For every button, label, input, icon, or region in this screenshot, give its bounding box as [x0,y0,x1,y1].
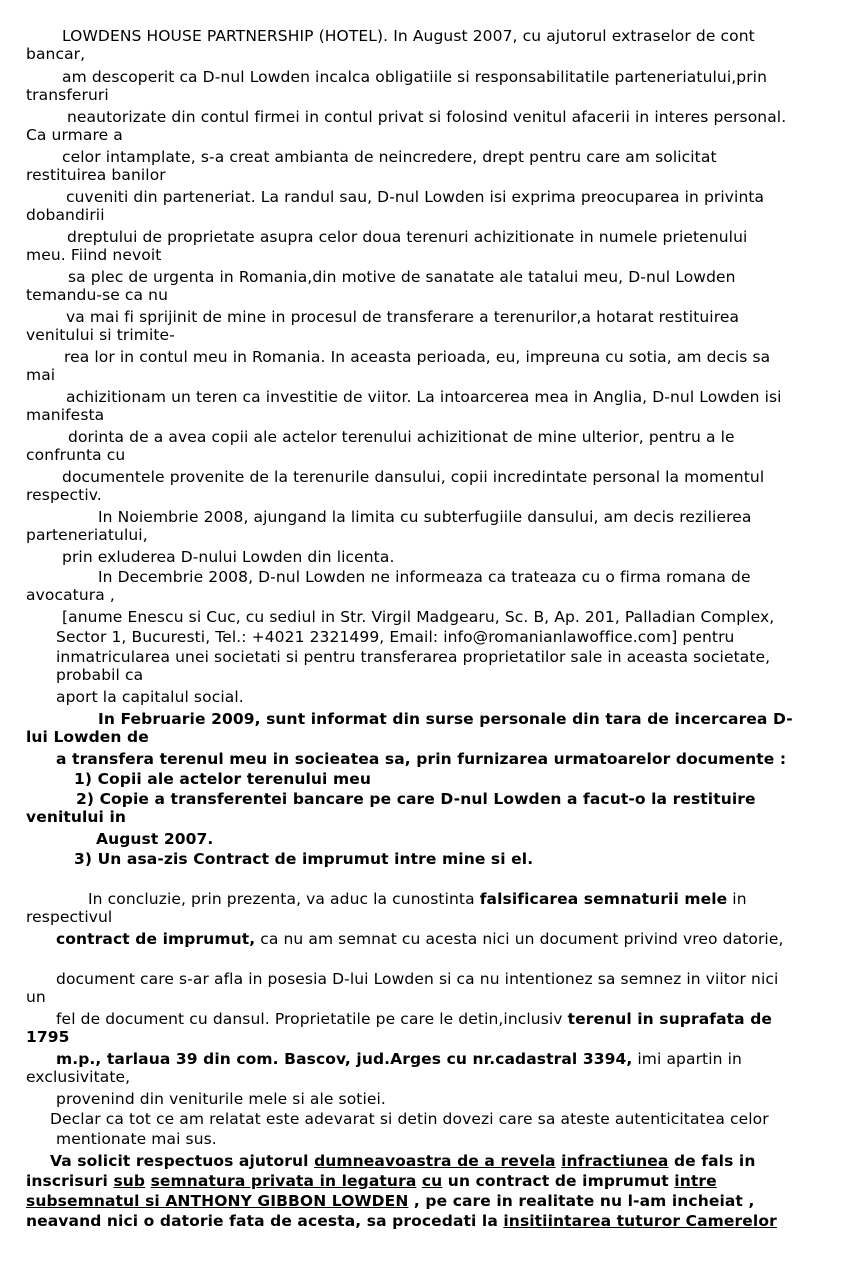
text-line [50,1152,755,1170]
text-line: documentele provenite de la terenurile dansului, copii incredintate personal la momentul [62,468,765,486]
text-run: in [727,890,747,908]
text-line: mentionate mai sus. [56,1130,217,1148]
text-line: dobandirii [26,206,105,224]
text-line: provenind din veniturile mele si ale sotiei. [56,1090,386,1108]
text-line: exclusivitate, [26,1068,131,1086]
emphasis-text: falsificarea semnaturii mele [479,890,728,908]
text-line [26,1172,717,1190]
text-line: dreptului de proprietate asupra celor doua terenuri achizitionate in numele prietenului [67,228,748,246]
text-line: August 2007. [96,830,214,848]
text-line [56,930,784,948]
text-run: fel de document cu dansul. Proprietatile pe care le detin,inclusiv [56,1010,568,1028]
text-run: , pe care in realitate nu l-am incheiat , [408,1192,755,1210]
text-line [88,890,747,908]
text-line: LOWDENS HOUSE PARTNERSHIP (HOTEL). In August 2007, cu ajutorul extraselor de cont [62,27,755,45]
text-line: achizitionam un teren ca investitie de viitor. La intoarcerea mea in Anglia, D-nul Lowden isi [66,388,782,406]
text-line: Declar ca tot ce am relatat este adevarat si detin dovezi care sa ateste autenticitatea celor [50,1110,769,1128]
underlined-text: cu [421,1172,443,1190]
text-line: neautorizate din contul firmei in contul privat si folosind venitul afacerii in interes personal. [67,108,787,126]
text-line: 1795 [26,1028,70,1046]
text-line: sa plec de urgenta in Romania,din motive de sanatate ale tatalui meu, D-nul Lowden [68,268,736,286]
text-line [56,1010,772,1028]
text-line: respectivul [26,908,113,926]
text-line: confrunta cu [26,446,126,464]
text-line: meu. Fiind nevoit [26,246,162,264]
text-line: celor intamplate, s-a creat ambianta de neincredere, drept pentru care am solicitat [62,148,717,166]
text-line: In Decembrie 2008, D-nul Lowden ne informeaza ca trateaza cu o firma romana de [98,568,751,586]
text-line: temandu-se ca nu [26,286,169,304]
underlined-text: infractiunea [561,1152,669,1170]
list-item: 1) Copii ale actelor terenului meu [74,770,371,788]
text-line: un [26,988,46,1006]
text-line: In Noiembrie 2008, ajungand la limita cu subterfugiile dansului, am decis rezilierea [98,508,752,526]
text-line: lui Lowden de [26,728,149,746]
text-line: am descoperit ca D-nul Lowden incalca obligatiile si responsabilitatile parteneriatului,prin [62,68,768,86]
text-line: Ca urmare a [26,126,123,144]
underlined-text: semnatura privata in legatura [150,1172,417,1190]
list-item: 2) Copie a transferentei bancare pe care D-nul Lowden a facut-o la restituire [76,790,756,808]
text-line [56,1050,742,1068]
text-line: Sector 1, Bucuresti, Tel.: +4021 2321499, Email: info@romanianlawoffice.com] pentru [56,628,735,646]
underlined-text: intre [674,1172,717,1190]
text-line: va mai fi sprijinit de mine in procesul de transferare a terenurilor,a hotarat restituirea [66,308,740,326]
text-line: manifesta [26,406,105,424]
text-run: un contract de imprumut [442,1172,675,1190]
text-line: document care s-ar afla in posesia D-lui Lowden si ca nu intentionez sa semnez in viitor nici [56,970,779,988]
text-line: a transfera terenul meu in socieatea sa, prin furnizarea urmatoarelor documente : [56,750,787,768]
text-line: dorinta de a avea copii ale actelor terenului achizitionat de mine ulterior, pentru a le [68,428,735,446]
text-line: probabil ca [56,666,144,684]
underlined-text: sub [113,1172,146,1190]
text-line: cuveniti din parteneriat. La randul sau, D-nul Lowden isi exprima preocuparea in privinta [66,188,765,206]
emphasis-text: terenul in suprafata de [567,1010,773,1028]
text-line: mai [26,366,56,384]
text-line: restituirea banilor [26,166,166,184]
text-line [26,1212,777,1230]
text-line: transferuri [26,86,109,104]
text-line: prin exluderea D-nului Lowden din licenta. [62,548,395,566]
text-line: venitului si trimite- [26,326,175,344]
text-run: In concluzie, prin prezenta, va aduc la cunostinta [88,890,480,908]
underlined-text: dumneavoastra de a revela [314,1152,556,1170]
text-run: imi apartin in [632,1050,742,1068]
text-run: Va solicit respectuos ajutorul [50,1152,315,1170]
text-line: bancar, [26,45,86,63]
text-line [26,1192,754,1210]
text-line: respectiv. [26,486,102,504]
text-line: parteneriatului, [26,526,148,544]
text-line: aport la capitalul social. [56,688,244,706]
emphasis-text: m.p., tarlaua 39 din com. Bascov, jud.Arges cu nr.cadastral 3394, [56,1050,633,1068]
text-line: [anume Enescu si Cuc, cu sediul in Str. Virgil Madgearu, Sc. B, Ap. 201, Palladian Complex, [62,608,775,626]
text-line: rea lor in contul meu in Romania. In aceasta perioada, eu, impreuna cu sotia, am decis sa [64,348,771,366]
text-line: venitului in [26,808,127,826]
text-line: inmatricularea unei societati si pentru transferarea proprietatilor sale in aceasta societate, [56,648,771,666]
underlined-text: insitiintarea tuturor Camerelor [503,1212,777,1230]
text-run: inscrisuri [26,1172,114,1190]
text-run: ca nu am semnat cu acesta nici un document privind vreo datorie, [255,930,784,948]
list-item: 3) Un asa-zis Contract de imprumut intre mine si el. [74,850,534,868]
text-run: de fals in [668,1152,756,1170]
underlined-text: subsemnatul si ANTHONY GIBBON LOWDEN [26,1192,409,1210]
emphasis-text: contract de imprumut, [56,930,256,948]
text-line: avocatura , [26,586,115,604]
text-run: neavand nici o datorie fata de acesta, sa procedati la [26,1212,504,1230]
text-line: In Februarie 2009, sunt informat din surse personale din tara de incercarea D- [98,710,793,728]
